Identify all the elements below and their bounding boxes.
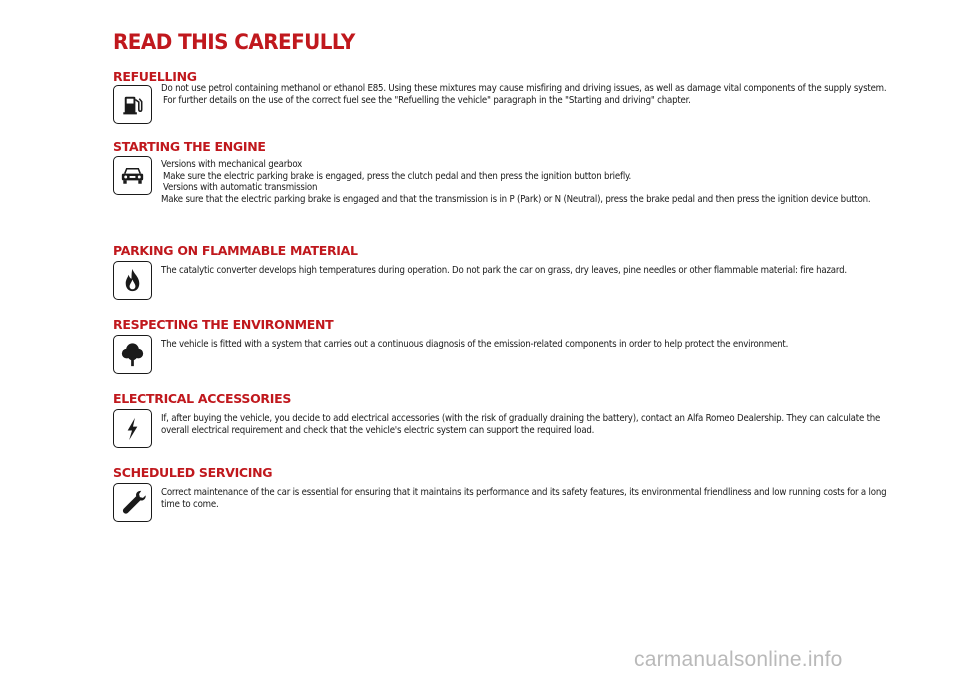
- section-title: PARKING ON FLAMMABLE MATERIAL: [113, 243, 358, 258]
- paragraph: Make sure the electric parking brake is engaged, press the clutch pedal and then press the ignition button briefly.: [163, 170, 632, 182]
- section-starting-engine: [113, 139, 903, 205]
- paragraph: Do not use petrol containing methanol or ethanol E85. Using these mixtures may cause misfiring and driving issues, as well as damage vital components of the supply system.: [161, 83, 887, 94]
- paragraph: For further details on the use of the correct fuel see the "Refuelling the vehicle" paragraph in the "Starting and driving" chapter.: [163, 94, 691, 106]
- paragraph: The catalytic converter develops high temperatures during operation. Do not park the car on grass, dry leaves, pine needles or other flammable material: fire hazard.: [161, 265, 847, 276]
- flame-icon: [113, 261, 152, 300]
- section-text: [161, 265, 901, 277]
- section-text: [161, 159, 901, 205]
- car-icon: [113, 156, 152, 195]
- paragraph: Versions with automatic transmission: [163, 182, 318, 194]
- section-text: [161, 413, 901, 436]
- paragraph: Correct maintenance of the car is essential for ensuring that it maintains its performance and its safety features, its environmental friendliness and low running costs for a long time to come.: [161, 487, 887, 510]
- section-scheduled-servicing: [113, 465, 903, 510]
- paragraph: The vehicle is fitted with a system that carries out a continuous diagnosis of the emission-related components in order to help protect the environment.: [161, 339, 789, 350]
- section-text: [161, 487, 901, 510]
- section-title: STARTING THE ENGINE: [113, 139, 266, 154]
- paragraph: Versions with mechanical gearbox: [161, 159, 303, 170]
- section-electrical-accessories: [113, 391, 903, 436]
- paragraph: If, after buying the vehicle, you decide to add electrical accessories (with the risk of gradually draining the battery), contact an Alfa Romeo Dealership. They can calculate the overall electrical requirement and check that the vehicle's electric system can support the required load.: [161, 413, 881, 436]
- section-refuelling: [113, 69, 903, 106]
- section-text: [161, 83, 901, 106]
- section-environment: [113, 317, 903, 350]
- section-title: ELECTRICAL ACCESSORIES: [113, 391, 292, 406]
- section-title: SCHEDULED SERVICING: [113, 465, 273, 480]
- watermark: carmanualsonline.info: [634, 648, 843, 671]
- fuel-pump-icon: [113, 85, 152, 124]
- section-title: REFUELLING: [113, 69, 197, 84]
- wrench-icon: [113, 483, 152, 522]
- section-parking-flammable: [113, 243, 903, 276]
- section-text: [161, 339, 901, 351]
- tree-icon: [113, 335, 152, 374]
- lightning-icon: [113, 409, 152, 448]
- page-title: READ THIS CAREFULLY: [113, 30, 355, 54]
- section-title: RESPECTING THE ENVIRONMENT: [113, 317, 334, 332]
- paragraph: Make sure that the electric parking brake is engaged and that the transmission is in P (Park) or N (Neutral), press the brake pedal and then press the ignition device button.: [161, 193, 871, 205]
